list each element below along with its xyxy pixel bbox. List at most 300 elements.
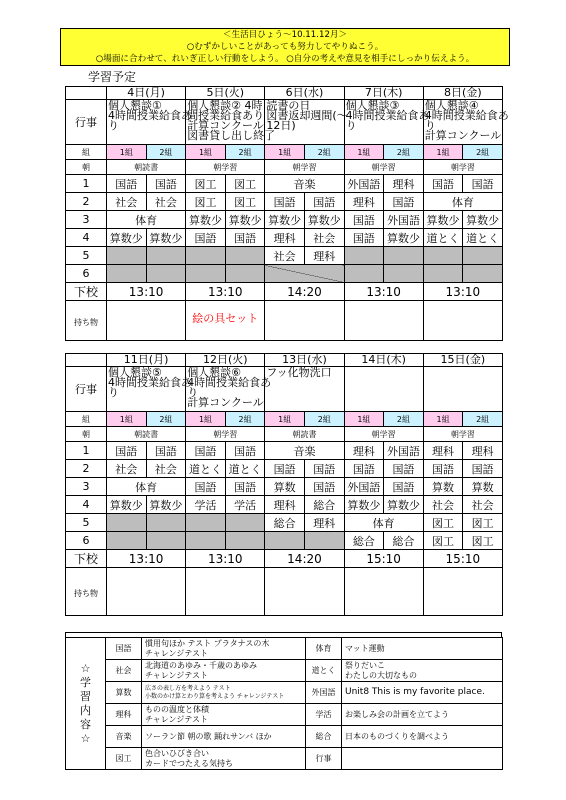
- morning-label: 朝: [66, 427, 107, 442]
- lesson-cell: 国語: [304, 193, 344, 211]
- class-label: 組: [66, 412, 107, 427]
- dismissal-time: 13:10: [186, 283, 265, 301]
- subject-name: 図工: [106, 748, 142, 770]
- content-line: 祭りだいこ: [345, 661, 385, 670]
- lesson-cell: 国語: [344, 229, 384, 247]
- subject-content: [342, 726, 503, 748]
- empty-cell: [384, 247, 424, 265]
- empty-cell: [384, 265, 424, 283]
- period-label: 3: [66, 478, 107, 496]
- lesson-cell: 算数少: [265, 211, 305, 229]
- period-label: 6: [66, 532, 107, 550]
- lesson-cell: 理科: [463, 442, 503, 460]
- class1-cell: 1組: [344, 412, 384, 427]
- week1-schedule: [65, 86, 509, 341]
- morning-row: [66, 427, 503, 442]
- belongings-cell: [265, 301, 344, 341]
- lesson-cell: 社会: [107, 193, 147, 211]
- empty-cell: [225, 265, 265, 283]
- class1-cell: 1組: [423, 412, 463, 427]
- lesson-cell: 体育: [107, 478, 186, 496]
- lesson-cell: 社会: [304, 229, 344, 247]
- day-header: 7日(木): [344, 87, 423, 100]
- lesson-cell: 国語: [423, 175, 463, 193]
- subject-name: 行事: [306, 748, 342, 770]
- morning-activity: 朝学習: [186, 427, 265, 442]
- lesson-cell: 国語: [423, 460, 463, 478]
- period-3-row: [66, 478, 503, 496]
- subject-name: 理科: [106, 704, 142, 726]
- dismissal-time: 13:10: [423, 283, 502, 301]
- empty-cell: [265, 265, 344, 283]
- event-cell: [344, 367, 423, 412]
- period-3-row: [66, 211, 503, 229]
- event-cell: [265, 367, 344, 412]
- events-label: 行事: [66, 367, 107, 412]
- lesson-cell: 算数少: [107, 229, 147, 247]
- empty-cell: [186, 532, 226, 550]
- lesson-cell: 算数少: [107, 496, 147, 514]
- lesson-cell: 体育: [344, 514, 423, 532]
- empty-cell: [225, 247, 265, 265]
- event-cell: [423, 99, 509, 145]
- dismissal-time: 15:10: [423, 550, 502, 568]
- subject-content: [142, 660, 306, 682]
- day-header: 15日(金): [423, 354, 502, 367]
- lesson-cell: 外国語: [384, 442, 424, 460]
- belongings-cell: [344, 301, 423, 341]
- subject-name: 体育: [306, 638, 342, 660]
- page-title: 学習予定: [88, 70, 137, 84]
- content-line: 小数のかけ算とわり算を考えよう チャレンジテスト: [145, 692, 285, 700]
- event-cell: [186, 366, 272, 412]
- period-6-row: [66, 532, 503, 550]
- event-text: 個人懇談③: [345, 99, 400, 112]
- lesson-cell: 社会: [463, 496, 503, 514]
- content-row: [66, 682, 503, 704]
- lesson-cell: 算数少: [344, 496, 384, 514]
- period-label: 2: [66, 193, 107, 211]
- content-row: [66, 704, 503, 726]
- lesson-cell: 学活: [225, 496, 265, 514]
- event-text: 個人懇談①: [108, 99, 162, 112]
- class1-cell: 1組: [265, 145, 305, 160]
- events-row: [66, 100, 503, 145]
- lesson-cell: 算数少: [384, 496, 424, 514]
- subject-content: [342, 748, 503, 770]
- subject-name: 国語: [106, 638, 142, 660]
- learning-content-label: [66, 638, 106, 770]
- lesson-cell: 国語: [107, 442, 147, 460]
- lesson-cell: 算数少: [186, 211, 226, 229]
- day-header: 11日(月): [107, 354, 186, 367]
- content-line: わたしの大切なもの: [345, 670, 417, 680]
- corner-cell: [66, 87, 107, 100]
- belongings-cell: [265, 568, 344, 616]
- content-line: チャレンジテスト: [145, 714, 209, 724]
- lesson-cell: 図工: [225, 193, 265, 211]
- event-cell: [107, 99, 192, 145]
- event-text: 4時間授業給食あ: [424, 109, 509, 122]
- empty-cell: [107, 514, 147, 532]
- class2-cell: 2組: [384, 145, 424, 160]
- empty-cell: [423, 265, 463, 283]
- lesson-cell: 理科: [304, 247, 344, 265]
- period-label: 5: [66, 247, 107, 265]
- event-text: 個人懇談⑤: [108, 366, 162, 379]
- learning-content-table: [65, 637, 503, 770]
- subject-name: 音楽: [106, 726, 142, 748]
- period-2-row: [66, 193, 503, 211]
- lesson-cell: 国語: [186, 442, 226, 460]
- subject-name: 算数: [106, 682, 142, 704]
- dismissal-time: 13:10: [107, 550, 186, 568]
- day-header: 14日(木): [344, 354, 423, 367]
- lesson-cell: 算数少: [423, 211, 463, 229]
- lesson-cell: 図工: [423, 514, 463, 532]
- lesson-cell: 体育: [423, 193, 502, 211]
- belongings-row: [66, 568, 503, 616]
- belongings-cell: [107, 301, 186, 341]
- period-6-row: [66, 265, 503, 283]
- empty-cell: [107, 265, 147, 283]
- lesson-cell: 国語: [265, 460, 305, 478]
- lesson-cell: 総合: [344, 532, 384, 550]
- event-cell: [265, 99, 348, 145]
- dismissal-label: 下校: [66, 550, 107, 568]
- period-1-row: [66, 175, 503, 193]
- event-text: 計算コンクール: [187, 119, 264, 132]
- class1-cell: 1組: [186, 412, 226, 427]
- class-row: [66, 412, 503, 427]
- event-text: 計算コンクール: [187, 396, 264, 409]
- period-label: 4: [66, 229, 107, 247]
- lesson-cell: 理科: [265, 496, 305, 514]
- content-line: ソーラン節 朝の歌 踊れサンバ ほか: [145, 731, 272, 741]
- lesson-cell: 理科: [423, 442, 463, 460]
- day-header: 13日(水): [265, 354, 344, 367]
- subject-content: [142, 638, 306, 660]
- period-5-row: [66, 247, 503, 265]
- period-2-row: [66, 460, 503, 478]
- lesson-cell: 総合: [265, 514, 305, 532]
- class1-cell: 1組: [107, 145, 147, 160]
- belongings-cell: [344, 568, 423, 616]
- lesson-cell: 国語: [384, 478, 424, 496]
- period-label: 1: [66, 442, 107, 460]
- lesson-cell: 社会: [146, 460, 186, 478]
- lesson-cell: 図工: [186, 175, 226, 193]
- dismissal-row: [66, 283, 503, 301]
- event-text: り: [187, 386, 199, 399]
- lesson-cell: 国語: [463, 175, 503, 193]
- lesson-cell: 図工: [225, 175, 265, 193]
- lesson-cell: 音楽: [265, 175, 344, 193]
- subject-name: 社会: [106, 660, 142, 682]
- morning-activity: 朝読書: [265, 427, 344, 442]
- dismissal-time: 14:20: [265, 550, 344, 568]
- events-row: [66, 367, 503, 412]
- subject-content: [142, 704, 306, 726]
- subject-content: [142, 682, 306, 704]
- event-text: 個人懇談② 4時: [187, 99, 263, 112]
- class2-cell: 2組: [463, 145, 503, 160]
- lesson-cell: 学活: [186, 496, 226, 514]
- class2-cell: 2組: [146, 145, 186, 160]
- period-label: 5: [66, 514, 107, 532]
- day-header: 12日(火): [186, 354, 265, 367]
- period-label: 1: [66, 175, 107, 193]
- class2-cell: 2組: [384, 412, 424, 427]
- event-text: 計算コンクール: [424, 129, 502, 142]
- lesson-cell: 国語: [304, 460, 344, 478]
- lesson-cell: 理科: [344, 193, 384, 211]
- dismissal-time: 13:10: [107, 283, 186, 301]
- event-text: 図書返却週間(～: [266, 109, 348, 122]
- period-label: 3: [66, 211, 107, 229]
- lesson-cell: 外国語: [344, 478, 384, 496]
- lesson-cell: 社会: [107, 460, 147, 478]
- morning-row: [66, 160, 503, 175]
- lesson-cell: 国語: [225, 229, 265, 247]
- goal-2: ○場面に合わせて、れいぎ正しい行動をしよう。 ○自分の考えや意見を相手にしっかり伝えよう。: [95, 54, 475, 64]
- content-line: ものの温度と体積: [145, 705, 209, 714]
- event-text: り: [424, 119, 436, 132]
- morning-activity: 朝学習: [186, 160, 265, 175]
- dismissal-time: 14:20: [265, 283, 344, 301]
- lesson-cell: 社会: [265, 247, 305, 265]
- event-cell: [107, 366, 192, 412]
- class-row: [66, 145, 503, 160]
- class2-cell: 2組: [463, 412, 503, 427]
- lesson-cell: 道とく: [463, 229, 503, 247]
- empty-cell: [146, 532, 186, 550]
- empty-cell: [146, 514, 186, 532]
- event-cell: [186, 99, 276, 145]
- lesson-cell: 算数少: [384, 229, 424, 247]
- day-header: 4日(月): [107, 87, 186, 100]
- period-5-row: [66, 514, 503, 532]
- lesson-cell: 図工: [186, 193, 226, 211]
- lesson-cell: 国語: [225, 478, 265, 496]
- lesson-cell: 国語: [344, 460, 384, 478]
- morning-activity: 朝学習: [423, 160, 502, 175]
- empty-cell: [146, 247, 186, 265]
- event-text: り: [108, 386, 119, 399]
- belongings-label: 持ち物: [66, 568, 107, 616]
- lesson-cell: 国語: [146, 442, 186, 460]
- content-row: [66, 748, 503, 770]
- lesson-cell: 算数: [423, 478, 463, 496]
- class1-cell: 1組: [107, 412, 147, 427]
- lesson-cell: 道とく: [423, 229, 463, 247]
- lesson-cell: 社会: [146, 193, 186, 211]
- lesson-cell: 国語: [107, 175, 147, 193]
- week2-schedule: [65, 353, 503, 616]
- day-header-row: [66, 354, 503, 367]
- class-label: 組: [66, 145, 107, 160]
- belongings-cell: [186, 568, 265, 616]
- lesson-cell: 国語: [146, 175, 186, 193]
- lesson-cell: 図工: [423, 532, 463, 550]
- subject-name: 外国語: [306, 682, 342, 704]
- period-4-row: [66, 496, 503, 514]
- content-line: カードでつたえる気持ち: [145, 758, 233, 768]
- lesson-cell: 図工: [463, 532, 503, 550]
- morning-activity: 朝読書: [107, 427, 186, 442]
- lesson-cell: 国語: [186, 478, 226, 496]
- content-row: [66, 660, 503, 682]
- empty-cell: [186, 514, 226, 532]
- content-line: 広さの表し方を考えよう テスト: [145, 684, 231, 692]
- subject-name: 学活: [306, 704, 342, 726]
- day-header-row: [66, 87, 503, 100]
- belongings-label: 持ち物: [66, 301, 107, 341]
- content-line: チャレンジテスト: [145, 670, 209, 680]
- morning-label: 朝: [66, 160, 107, 175]
- empty-cell: [344, 265, 384, 283]
- subject-content: [342, 660, 503, 682]
- lesson-cell: 国語: [186, 229, 226, 247]
- empty-cell: [344, 247, 384, 265]
- monthly-goal-banner: [60, 28, 510, 66]
- morning-activity: 朝学習: [344, 160, 423, 175]
- period-label: 2: [66, 460, 107, 478]
- class2-cell: 2組: [225, 412, 265, 427]
- content-line: マット運動: [345, 643, 385, 653]
- subject-content: [342, 704, 503, 726]
- class1-cell: 1組: [265, 412, 305, 427]
- subject-content: [342, 682, 503, 704]
- subject-name: 総合: [306, 726, 342, 748]
- event-text: フッ化物洗口: [266, 366, 332, 379]
- event-text: 12日): [266, 119, 296, 132]
- morning-activity: 朝学習: [265, 160, 344, 175]
- goal-heading: ＜生活目ひょう～10.11.12月＞: [222, 30, 348, 40]
- lesson-cell: 総合: [384, 532, 424, 550]
- lesson-cell: 国語: [463, 460, 503, 478]
- day-header: 5日(火): [186, 87, 265, 100]
- empty-cell: [225, 532, 265, 550]
- lesson-cell: 算数少: [146, 496, 186, 514]
- subject-content: [342, 638, 503, 660]
- lesson-cell: 算数少: [463, 211, 503, 229]
- event-text: 4時間授業給食あ: [108, 376, 192, 389]
- dismissal-row: [66, 550, 503, 568]
- subject-content: [142, 726, 306, 748]
- content-line: 日本のものづくりを調べよう: [345, 731, 449, 741]
- morning-activity: 朝学習: [344, 427, 423, 442]
- belongings-cell: [423, 301, 502, 341]
- content-line: チャレンジテスト: [145, 648, 209, 658]
- empty-cell: [107, 247, 147, 265]
- class1-cell: 1組: [423, 145, 463, 160]
- lesson-cell: 国語: [225, 442, 265, 460]
- event-text: 個人懇談⑥: [187, 366, 242, 379]
- lesson-cell: 国語: [265, 193, 305, 211]
- dismissal-label: 下校: [66, 283, 107, 301]
- day-header: 8日(金): [423, 87, 502, 100]
- lesson-cell: 理科: [304, 514, 344, 532]
- lesson-cell: 総合: [304, 496, 344, 514]
- lesson-cell: 国語: [384, 193, 424, 211]
- events-label: 行事: [66, 100, 107, 145]
- lesson-cell: 社会: [423, 496, 463, 514]
- class1-cell: 1組: [186, 145, 226, 160]
- event-text: 4時間授業給食あ: [187, 376, 272, 389]
- event-text: 個人懇談④: [424, 99, 479, 112]
- belongings-cell: 絵の具セット: [186, 301, 265, 341]
- class2-cell: 2組: [304, 412, 344, 427]
- empty-cell: [265, 532, 305, 550]
- class2-cell: 2組: [146, 412, 186, 427]
- empty-cell: [423, 247, 463, 265]
- event-text: り: [345, 119, 357, 132]
- corner-cell: [66, 354, 107, 367]
- event-text: 読書の日: [266, 99, 311, 112]
- lesson-cell: 道とく: [225, 460, 265, 478]
- morning-activity: 朝読書: [107, 160, 186, 175]
- lesson-cell: 図工: [463, 514, 503, 532]
- belongings-cell: [107, 568, 186, 616]
- subject-name: 道とく: [306, 660, 342, 682]
- empty-cell: [225, 514, 265, 532]
- lesson-cell: 外国語: [344, 175, 384, 193]
- empty-cell: [186, 247, 226, 265]
- belongings-cell: [423, 568, 502, 616]
- content-line: 色合いひびき合い: [145, 749, 209, 758]
- event-cell: [344, 99, 430, 145]
- subject-content: [142, 748, 306, 770]
- content-label-text: ☆学習内容☆: [80, 661, 91, 745]
- event-text: 4時間授業給食あ: [108, 109, 192, 122]
- empty-cell: [186, 265, 226, 283]
- content-row: [66, 726, 503, 748]
- period-label: 4: [66, 496, 107, 514]
- empty-cell: [107, 532, 147, 550]
- content-line: お楽しみ会の計画を立てよう: [345, 709, 449, 719]
- lesson-cell: 算数少: [146, 229, 186, 247]
- empty-cell: [304, 532, 344, 550]
- lesson-cell: 体育: [107, 211, 186, 229]
- period-4-row: [66, 229, 503, 247]
- lesson-cell: 算数: [265, 478, 305, 496]
- event-cell: [423, 367, 502, 412]
- content-line: 慣用句ほか テスト プラタナスの木: [145, 639, 270, 648]
- event-text: り: [108, 119, 119, 132]
- event-text: 図書貸し出し終了: [187, 129, 276, 142]
- lesson-cell: 算数少: [225, 211, 265, 229]
- lesson-cell: 算数: [463, 478, 503, 496]
- lesson-cell: 音楽: [265, 442, 344, 460]
- class1-cell: 1組: [344, 145, 384, 160]
- empty-cell: [463, 247, 503, 265]
- lesson-cell: 理科: [265, 229, 305, 247]
- event-text: 間授業給食あり: [187, 109, 265, 122]
- goal-1: ○むずかしいことがあっても努力してやりぬこう。: [186, 42, 384, 52]
- event-text: 4時間授業給食あ: [345, 109, 430, 122]
- period-label: 6: [66, 265, 107, 283]
- dismissal-time: 15:10: [344, 550, 423, 568]
- belongings-row: [66, 301, 503, 341]
- content-line: 北海道のあゆみ・千歳のあゆみ: [145, 661, 257, 670]
- lesson-cell: 国語: [304, 478, 344, 496]
- morning-activity: 朝学習: [423, 427, 502, 442]
- content-row: [66, 638, 503, 660]
- lesson-cell: 理科: [384, 175, 424, 193]
- period-1-row: [66, 442, 503, 460]
- day-header: 6日(水): [265, 87, 344, 100]
